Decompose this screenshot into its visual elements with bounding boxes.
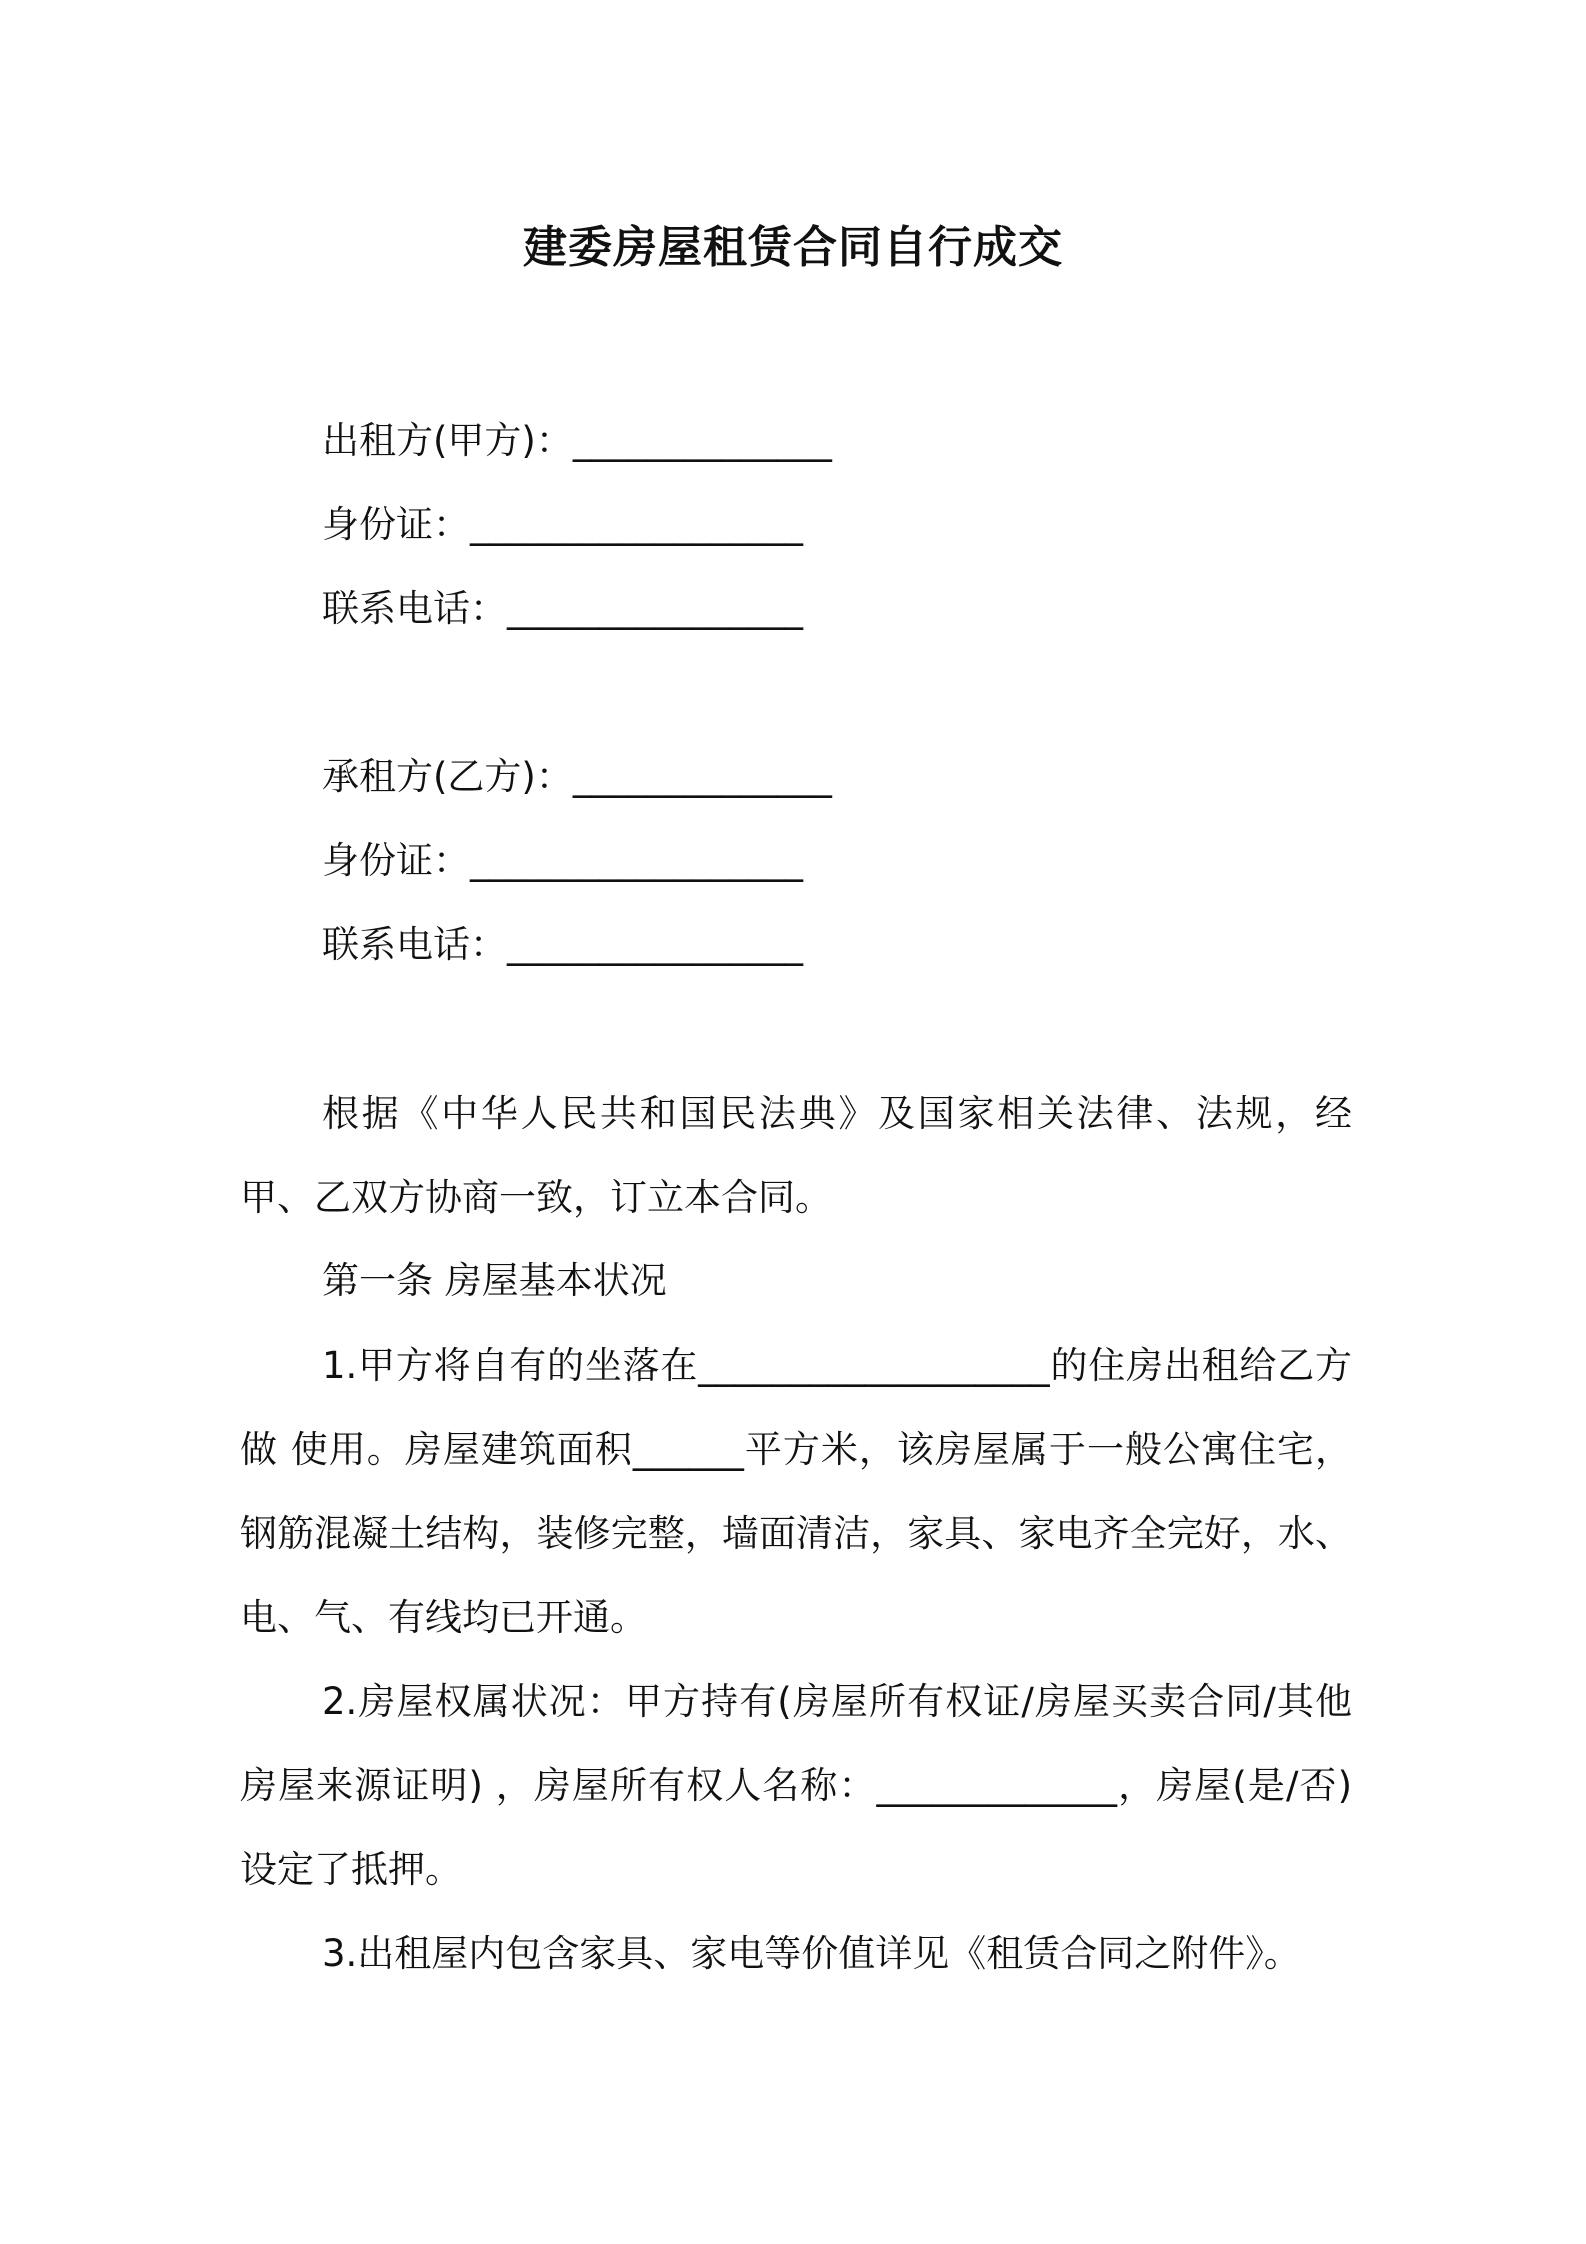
document-title: 建委房屋租赁合同自行成交 <box>523 222 1063 273</box>
preamble-paragraph: 根据《中华人民共和国民法典》及国家相关法律、法规，经甲、乙双方协商一致，订立本合同。 <box>240 1092 1352 1219</box>
lessor-name-line: 出租方(甲方)：______________ <box>322 419 832 462</box>
clause-2-paragraph: 2.房屋权属状况：甲方持有(房屋所有权证/房屋买卖合同/其他房屋来源证明) ，房屋所有权人名称：_____________，房屋(是/否)设定了抵押。 <box>240 1680 1352 1891</box>
lessor-id-line: 身份证：__________________ <box>322 503 803 546</box>
article-1-heading: 第一条 房屋基本状况 <box>322 1259 667 1302</box>
clause-3-paragraph: 3.出租屋内包含家具、家电等价值详见《租赁合同之附件》。 <box>322 1932 1301 1975</box>
lessee-name-line: 承租方(乙方)：______________ <box>322 755 832 798</box>
lessee-id-line: 身份证：__________________ <box>322 839 803 882</box>
clause-1-paragraph: 1.甲方将自有的坐落在___________________的住房出租给乙方做 使用。房屋建筑面积______平方米，该房屋属于一般公寓住宅，钢筋混凝土结构，装修完整，墙面清洁，家具、家电齐全完好，水、电、气、有线均已开通。 <box>240 1344 1352 1639</box>
lessor-phone-line: 联系电话：________________ <box>322 587 803 630</box>
lessee-phone-line: 联系电话：________________ <box>322 923 803 966</box>
